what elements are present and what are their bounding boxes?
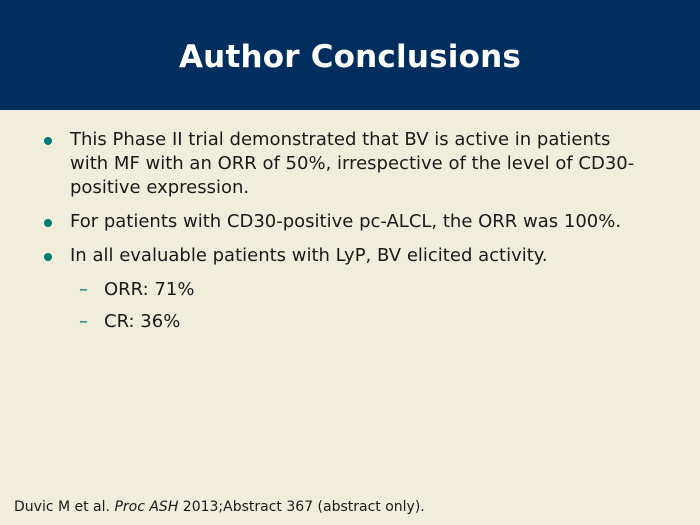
sub-bullet-item [0, 278, 700, 302]
header-bar [0, 0, 700, 110]
bullet-item [0, 210, 700, 234]
slide-title: Author Conclusions [178, 39, 521, 75]
citation-prefix: Duvic M et al. [14, 499, 115, 515]
bullet-item [0, 244, 700, 268]
bullet-text: This Phase II trial demonstrated that BV is active in patients with MF with an ORR of 50%, irrespective of the level of CD30-positive expression. [70, 129, 635, 198]
sub-bullet-text: CR: 36% [104, 311, 181, 332]
bullet-dot-icon [44, 137, 52, 145]
citation-journal: Proc ASH [114, 499, 179, 515]
bullet-dot-icon [44, 253, 52, 261]
slide-content [0, 128, 700, 342]
dash-icon: – [79, 279, 88, 300]
sub-bullet-text: ORR: 71% [104, 279, 195, 300]
citation-suffix: 2013;Abstract 367 (abstract only). [178, 499, 425, 515]
dash-icon: – [79, 311, 88, 332]
citation-footer [14, 499, 425, 515]
bullet-item [0, 128, 700, 200]
sub-bullet-item [0, 310, 700, 334]
bullet-text: In all evaluable patients with LyP, BV elicited activity. [70, 245, 548, 266]
bullet-dot-icon [44, 219, 52, 227]
bullet-text: For patients with CD30-positive pc-ALCL, the ORR was 100%. [70, 211, 622, 232]
